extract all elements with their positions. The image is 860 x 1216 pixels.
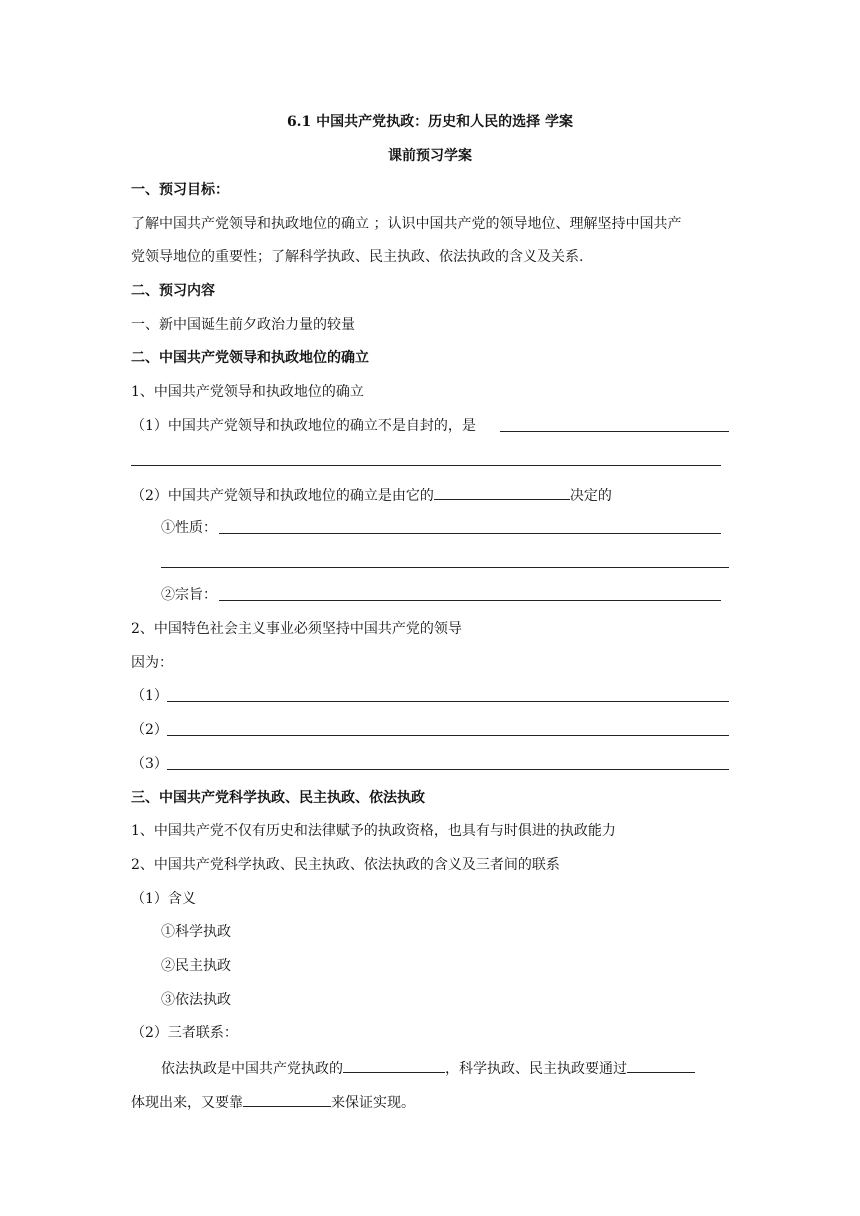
purpose-label: ②宗旨：: [161, 587, 217, 603]
subsection-1: 一、新中国诞生前夕政治力量的较量: [131, 317, 355, 333]
relation-text: 依法执政是中国共产党执政的: [161, 1061, 343, 1077]
answer-blank[interactable]: [627, 1057, 695, 1073]
relation-text: 来保证实现。: [331, 1095, 415, 1111]
question-1-text: （1）中国共产党领导和执政地位的确立不是自封的，是: [131, 418, 476, 434]
scientific-governance: ①科学执政: [161, 924, 231, 940]
subsection-2: 二、中国共产党领导和执政地位的确立: [131, 350, 369, 366]
item-2: 2、中国特色社会主义事业必须坚持中国共产党的领导: [131, 621, 462, 637]
answer-blank-line[interactable]: [219, 600, 721, 601]
relation-text: 体现出来，又要靠: [131, 1095, 243, 1111]
question-1: [131, 416, 476, 436]
section-1-heading: 一、预习目标：: [131, 182, 229, 198]
lawful-governance: ③依法执政: [161, 992, 231, 1008]
document-subtitle: 课前预习学案: [388, 148, 472, 164]
relation-label: （2）三者联系：: [131, 1025, 238, 1041]
objective-line-1: 了解中国共产党领导和执政地位的确立 ；认识中国共产党的领导地位、理解坚持中国共产: [131, 216, 682, 232]
meaning-label: （1）含义: [131, 891, 196, 907]
answer-blank-line[interactable]: [500, 431, 729, 432]
democratic-governance: ②民主执政: [161, 958, 231, 974]
reason-number: （1）: [131, 688, 168, 704]
answer-blank[interactable]: [434, 484, 570, 500]
answer-blank-line[interactable]: [167, 735, 729, 736]
section-3-item-2: 2、中国共产党科学执政、民主执政、依法执政的含义及三者间的联系: [131, 857, 560, 873]
answer-blank[interactable]: [243, 1091, 331, 1107]
answer-blank-line[interactable]: [167, 701, 729, 702]
answer-blank[interactable]: [343, 1057, 445, 1073]
answer-blank-line[interactable]: [161, 567, 729, 568]
answer-blank-line[interactable]: [131, 465, 721, 466]
reason-number: （2）: [131, 722, 168, 738]
document-title: 6.1 中国共产党执政：历史和人民的选择 学案: [286, 114, 574, 130]
section-3-item-1: 1、中国共产党不仅有历史和法律赋予的执政资格，也具有与时俱进的执政能力: [131, 823, 616, 839]
reason-number: （3）: [131, 756, 168, 772]
item-1: 1、中国共产党领导和执政地位的确立: [131, 384, 364, 400]
nature-label: ①性质：: [161, 520, 217, 536]
answer-blank-line[interactable]: [219, 533, 721, 534]
question-2-text: （2）中国共产党领导和执政地位的确立是由它的: [131, 488, 434, 504]
section-2-heading: 二、预习内容: [131, 283, 215, 299]
objective-line-2: 党领导地位的重要性；了解科学执政、民主执政、依法执政的含义及关系.: [131, 249, 584, 265]
question-2: [131, 484, 612, 506]
section-3-heading: 三、中国共产党科学执政、民主执政、依法执政: [131, 790, 425, 806]
question-2-text-end: 决定的: [569, 488, 612, 504]
answer-blank-line[interactable]: [167, 769, 729, 770]
because-label: 因为：: [131, 655, 173, 671]
relation-line-1: [161, 1057, 695, 1079]
relation-line-2: [131, 1091, 415, 1113]
relation-text: ，科学执政、民主执政要通过: [445, 1061, 627, 1077]
